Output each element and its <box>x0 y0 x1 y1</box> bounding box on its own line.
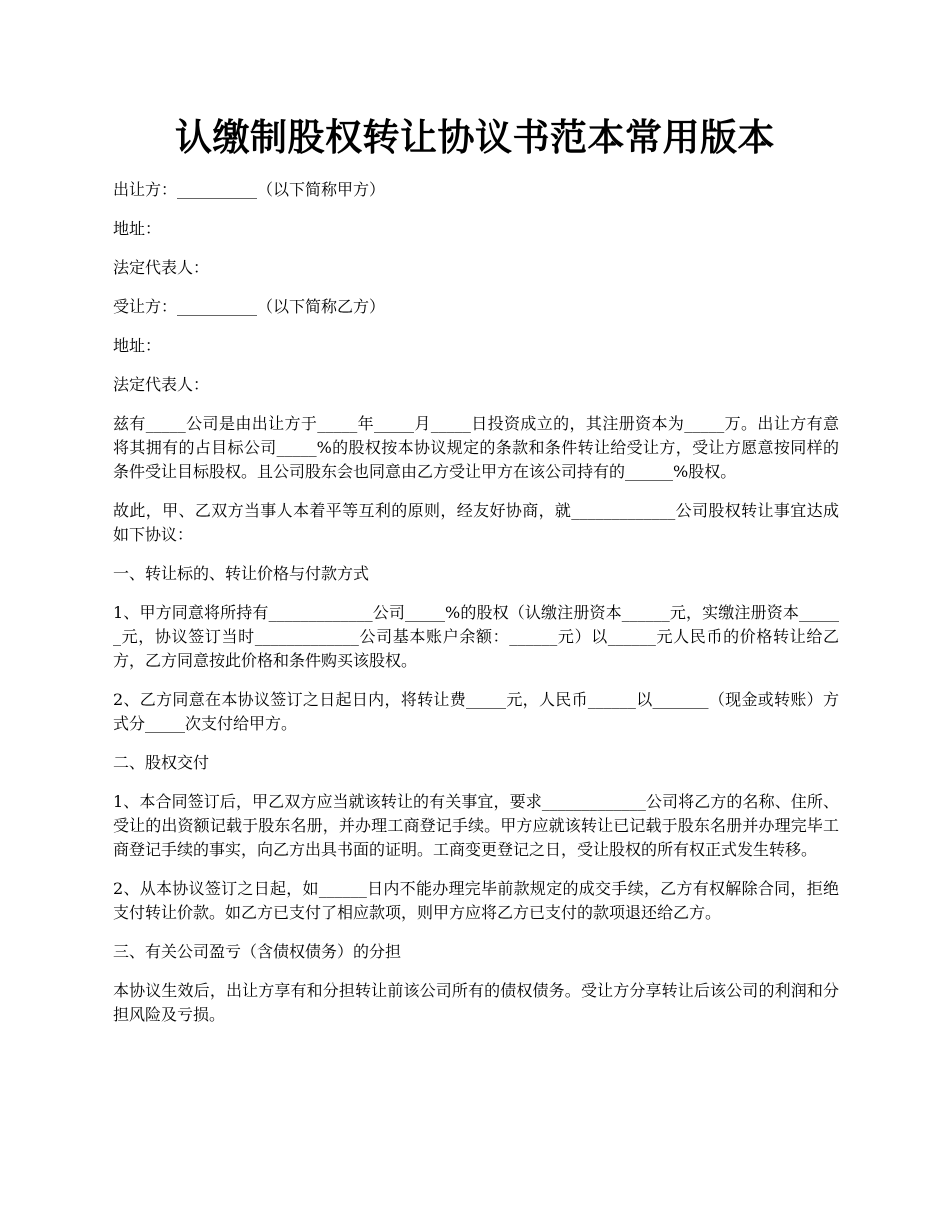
transferee-address: 地址： <box>113 336 162 355</box>
transferor-address: 地址： <box>113 219 162 238</box>
clause-3-1: 本协议生效后，出让方享有和分担转让前该公司所有的债权债务。受让方分享转让后该公司的利润和分担风险及亏损。 <box>113 981 839 1024</box>
clause-2-1: 1、本合同签订后，甲乙双方应当就该转让的有关事宜，要求_____________公司将乙方的名称、住所、受让的出资额记载于股东名册，并办理工商登记手续。甲方应就该转让已记载于股东名册并办理完毕工商登记手续的事实，向乙方出具书面的证明。工商变更登记之日，受让股权的所有权正式发生转移。 <box>113 792 839 859</box>
transferor-line: 出让方：__________（以下简称甲方） <box>113 180 386 199</box>
section-heading-3: 三、有关公司盈亏（含债权债务）的分担 <box>113 942 402 961</box>
clause-1-2: 2、乙方同意在本协议签订之日起日内，将转让费_____元，人民币______以_______（现金或转账）方式分_____次支付给甲方。 <box>113 690 839 733</box>
document-title: 认缴制股权转让协议书范本常用版本 <box>175 115 775 159</box>
clause-1-1: 1、甲方同意将所持有_____________公司_____%的股权（认缴注册资本______元，实缴注册资本______元，协议签订当时_____________公司基本账户余额：______元）以______元人民币的价格转让给乙方，乙方同意按此价格和条件购买该股权。 <box>113 603 839 670</box>
transferor-legal-rep: 法定代表人： <box>113 258 210 277</box>
clause-2-2: 2、从本协议签订之日起，如______日内不能办理完毕前款规定的成交手续，乙方有权解除合同，拒绝支付转让价款。如乙方已支付了相应款项，则甲方应将乙方已支付的款项退还给乙方。 <box>113 879 839 922</box>
agreement-intro: 故此，甲、乙双方当事人本着平等互利的原则，经友好协商，就_____________公司股权转让事宜达成如下协议： <box>113 501 839 544</box>
transferee-legal-rep: 法定代表人： <box>113 375 210 394</box>
section-heading-1: 一、转让标的、转让价格与付款方式 <box>113 564 370 583</box>
recital-paragraph: 兹有_____公司是由出让方于_____年_____月_____日投资成立的，其注册资本为_____万。出让方有意将其拥有的占目标公司_____%的股权按本协议规定的条款和条件转让给受让方，受让方愿意按同样的条件受让目标股权。且公司股东会也同意由乙方受让甲方在该公司持有的______%股权。 <box>113 414 839 481</box>
document-body <box>113 178 839 1042</box>
transferee-line: 受让方：__________（以下简称乙方） <box>113 297 386 316</box>
section-heading-2: 二、股权交付 <box>113 753 210 772</box>
